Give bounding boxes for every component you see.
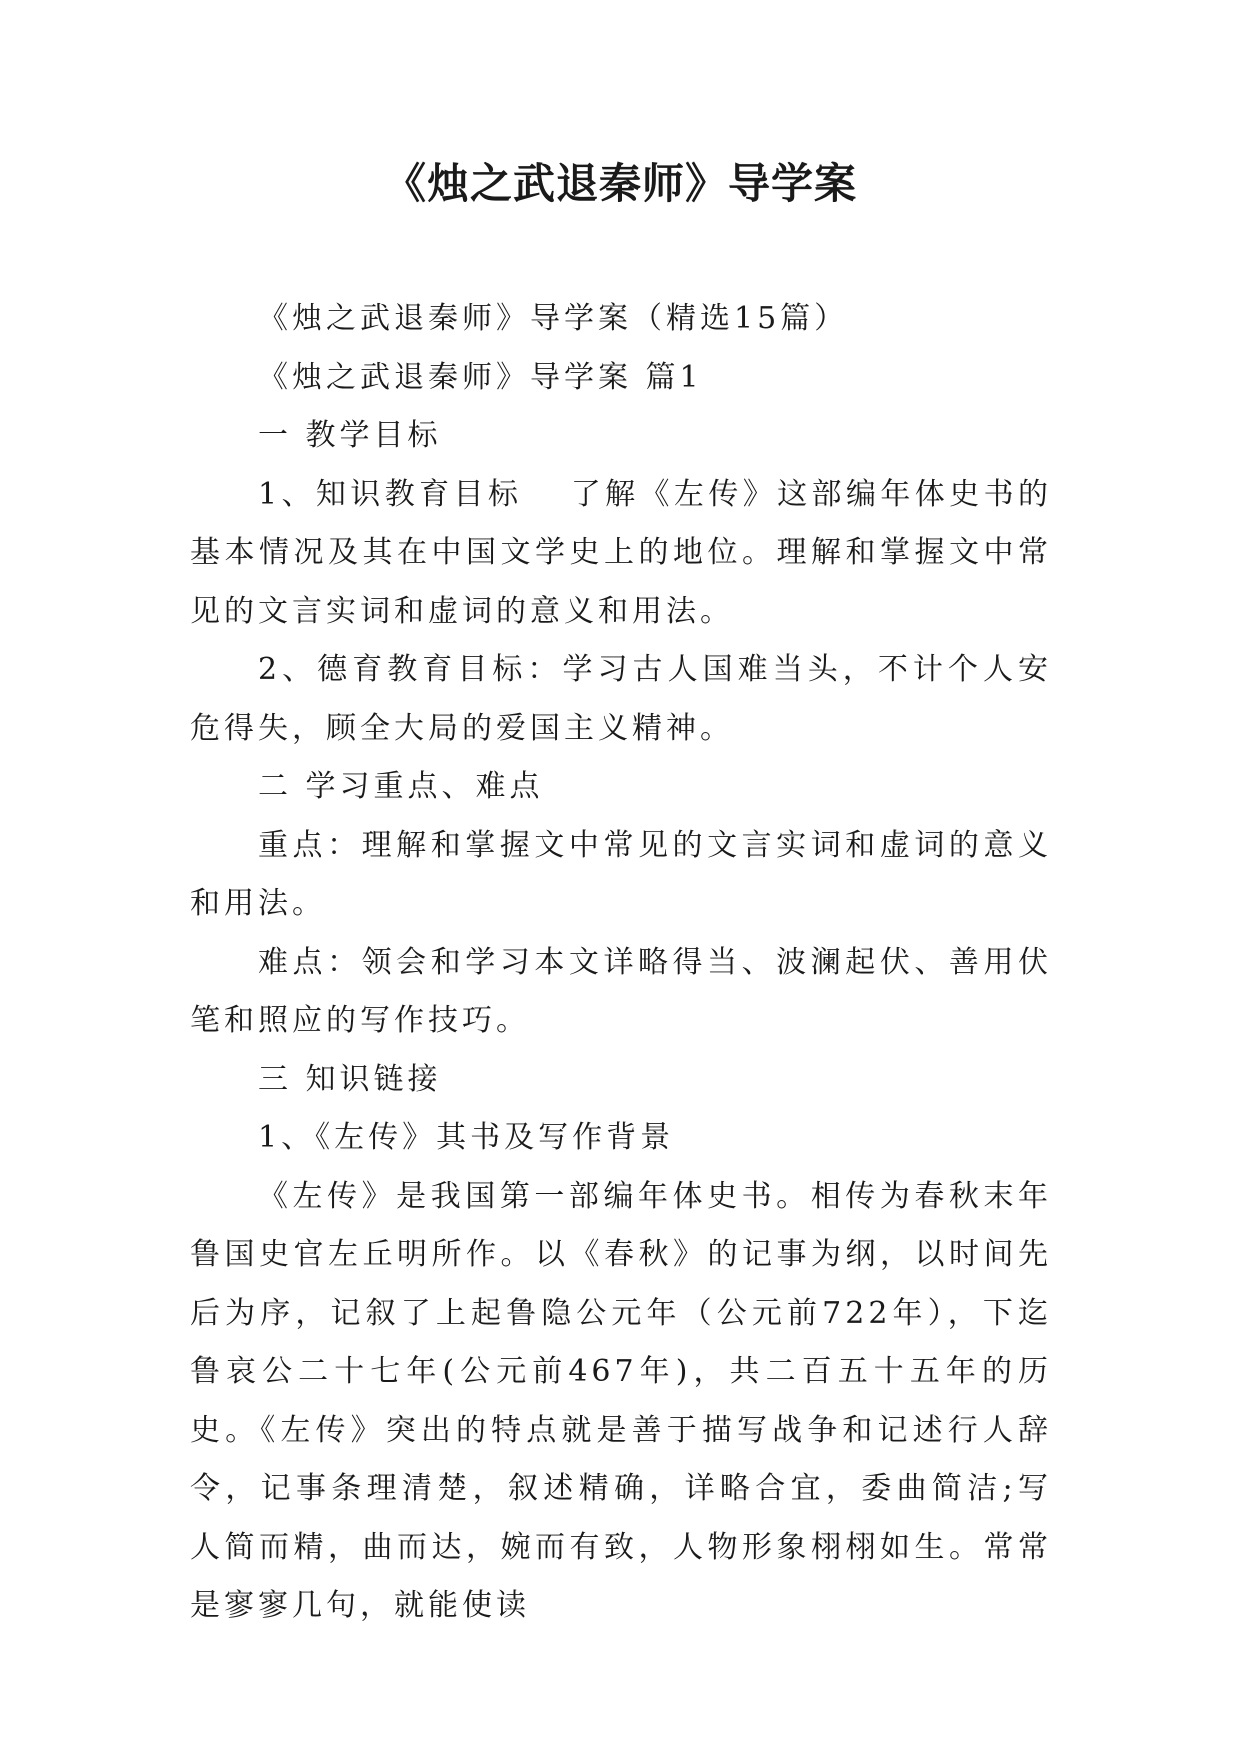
paragraph-key-point: 重点：理解和掌握文中常见的文言实词和虚词的意义和用法。 <box>190 827 1052 921</box>
paragraph-subtitle: 《烛之武退秦师》导学案（精选15篇） <box>258 301 849 336</box>
document-body <box>190 290 1052 1636</box>
paragraph-difficult-point: 难点：领会和学习本文详略得当、波澜起伏、善用伏笔和照应的写作技巧。 <box>190 944 1052 1038</box>
paragraph-subheading: 1、《左传》其书及写作背景 <box>258 1120 675 1155</box>
paragraph-body-text: 《左传》是我国第一部编年体史书。相传为春秋末年鲁国史官左丘明所作。以《春秋》的记事为纲，以时间先后为序，记叙了上起鲁隐公元年（公元前722年），下迄鲁哀公二十七年(公元前467年)，共二百五十五年的历史。《左传》突出的特点就是善于描写战争和记述行人辞令，记事条理清楚，叙述精确，详略合宜，委曲简洁;写人简而精，曲而达，婉而有致，人物形象栩栩如生。常常是寥寥几句，就能使读 <box>190 1178 1052 1623</box>
document-title: 《烛之武退秦师》导学案 <box>383 159 857 208</box>
paragraph-moral-goal: 2、德育教育目标：学习古人国难当头，不计个人安危得失，顾全大局的爱国主义精神。 <box>190 652 1052 746</box>
paragraph-knowledge-goal: 1、知识教育目标 了解《左传》这部编年体史书的基本情况及其在中国文学史上的地位。理解和掌握文中常见的文言实词和虚词的意义和用法。 <box>190 476 1052 629</box>
paragraph-section-heading: 一 教学目标 <box>258 418 442 453</box>
paragraph-section-heading: 二 学习重点、难点 <box>258 769 544 804</box>
paragraph-chapter-heading: 《烛之武退秦师》导学案 篇1 <box>258 359 703 395</box>
paragraph-section-heading: 三 知识链接 <box>258 1061 442 1097</box>
